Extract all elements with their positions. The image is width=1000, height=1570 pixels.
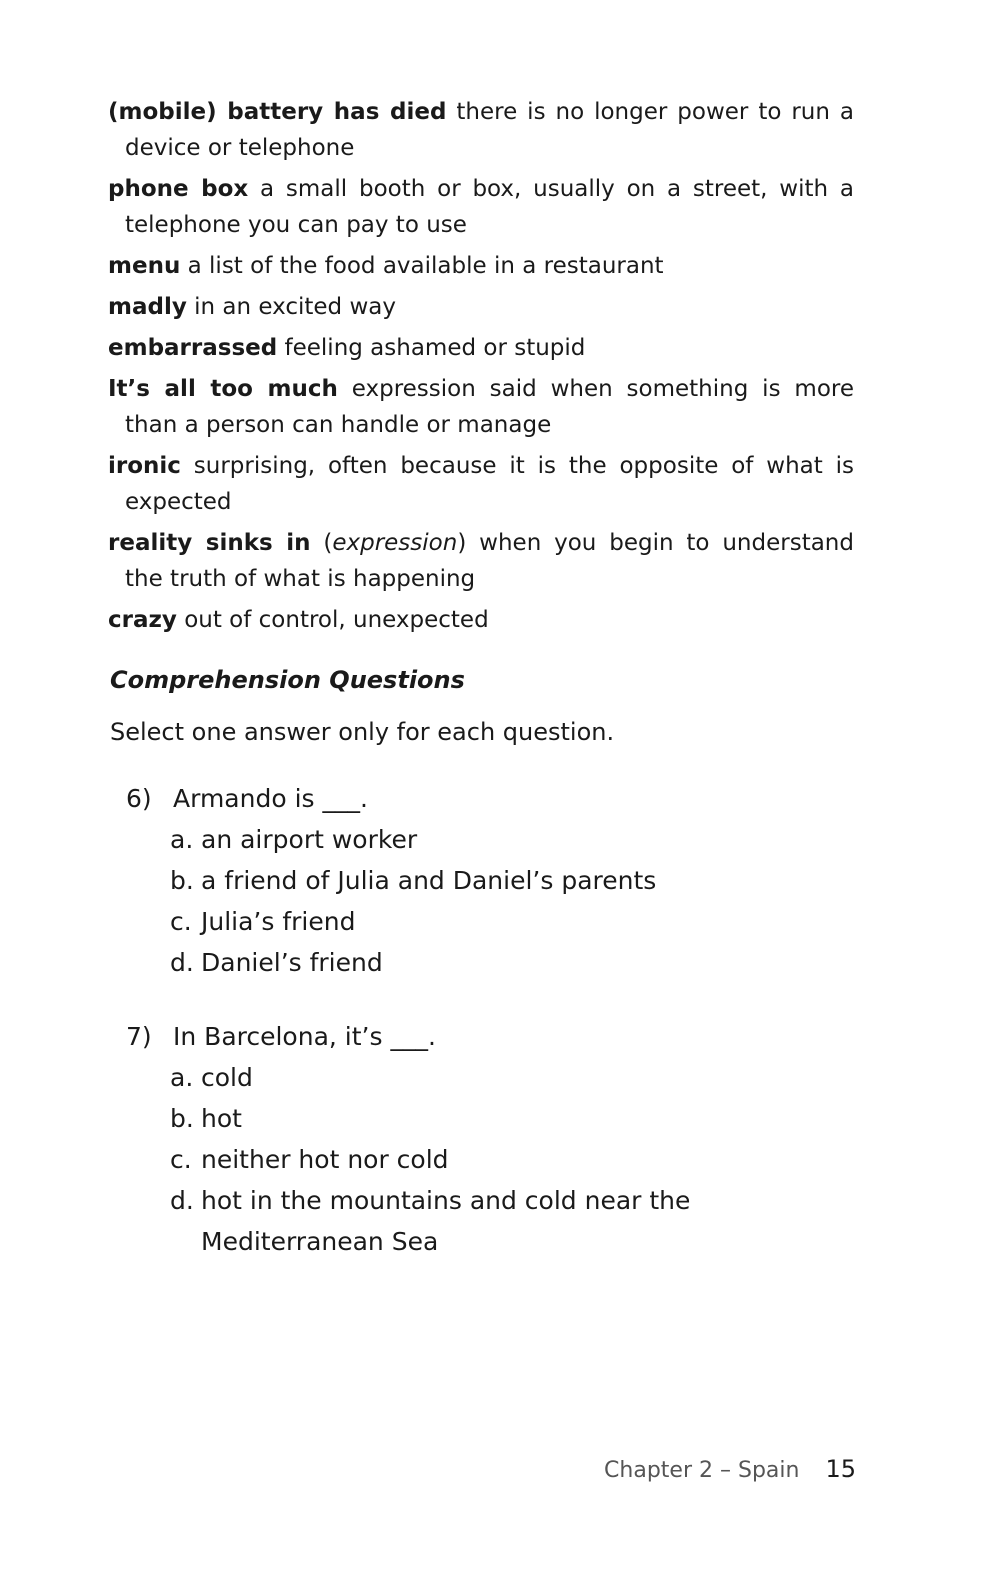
question-6 bbox=[126, 778, 866, 983]
option-text: cold bbox=[201, 1063, 253, 1092]
glossary-definition: there is no longer power to run a device or telephone bbox=[125, 99, 854, 161]
glossary-term: embarrassed bbox=[108, 335, 278, 361]
glossary-entry bbox=[108, 94, 854, 166]
glossary-definition: a small booth or box, usually on a street, with a telephone you can pay to use bbox=[125, 176, 854, 238]
page-footer bbox=[604, 1455, 856, 1483]
question-text: Armando is ___. bbox=[173, 784, 368, 813]
answer-option[interactable] bbox=[170, 1180, 866, 1262]
answer-options bbox=[126, 819, 866, 983]
option-text: Julia’s friend bbox=[201, 907, 356, 936]
glossary-definition: in an excited way bbox=[186, 294, 396, 320]
option-text: an airport worker bbox=[201, 825, 418, 854]
glossary-entry bbox=[108, 602, 854, 638]
option-text: neither hot nor cold bbox=[201, 1145, 449, 1174]
option-text: hot in the mountains and cold near the Mediterranean Sea bbox=[201, 1186, 691, 1256]
glossary-entry bbox=[108, 171, 854, 243]
glossary-term: It’s all too much bbox=[108, 376, 338, 402]
question-stem bbox=[126, 778, 866, 819]
option-letter: b. bbox=[170, 1104, 194, 1133]
glossary-term: (mobile) battery has died bbox=[108, 99, 447, 125]
answer-option[interactable] bbox=[170, 1098, 866, 1139]
glossary-entry bbox=[108, 289, 854, 325]
glossary-entry bbox=[108, 525, 854, 597]
glossary-entry bbox=[108, 448, 854, 520]
glossary-term: crazy bbox=[108, 607, 177, 633]
definition-text: ) when you begin to understand the truth of what is happening bbox=[125, 530, 854, 592]
option-letter: d. bbox=[170, 948, 194, 977]
glossary-entry bbox=[108, 330, 854, 366]
answer-option[interactable] bbox=[170, 860, 866, 901]
question-text: In Barcelona, it’s ___. bbox=[173, 1022, 436, 1051]
glossary-definition: out of control, unexpected bbox=[176, 607, 489, 633]
option-letter: c. bbox=[170, 907, 192, 936]
answer-option[interactable] bbox=[170, 1139, 866, 1180]
option-letter: a. bbox=[170, 825, 194, 854]
chapter-label: Chapter 2 – Spain bbox=[604, 1458, 800, 1483]
answer-option[interactable] bbox=[170, 942, 866, 983]
glossary-entry bbox=[108, 248, 854, 284]
glossary-definition: feeling ashamed or stupid bbox=[277, 335, 586, 361]
option-text: a friend of Julia and Daniel’s parents bbox=[201, 866, 657, 895]
question-stem bbox=[126, 1016, 866, 1057]
section-title: Comprehension Questions bbox=[110, 666, 465, 694]
option-letter: a. bbox=[170, 1063, 194, 1092]
option-letter: c. bbox=[170, 1145, 192, 1174]
glossary-entry bbox=[108, 371, 854, 443]
glossary-definition: a list of the food available in a restaurant bbox=[180, 253, 664, 279]
answer-options bbox=[126, 1057, 866, 1262]
answer-option[interactable] bbox=[170, 1057, 866, 1098]
question-number: 7) bbox=[126, 1022, 152, 1051]
glossary-definition: expression said when something is more than a person can handle or manage bbox=[125, 376, 854, 438]
glossary-term: ironic bbox=[108, 453, 181, 479]
definition-text: ( bbox=[310, 530, 333, 556]
glossary-term: madly bbox=[108, 294, 187, 320]
definition-italic: expression bbox=[332, 530, 458, 556]
glossary-term: phone box bbox=[108, 176, 249, 202]
answer-option[interactable] bbox=[170, 819, 866, 860]
glossary bbox=[108, 94, 854, 643]
page-number: 15 bbox=[825, 1455, 856, 1483]
question-number: 6) bbox=[126, 784, 152, 813]
option-letter: b. bbox=[170, 866, 194, 895]
option-text: hot bbox=[201, 1104, 242, 1133]
glossary-definition: surprising, often because it is the opposite of what is expected bbox=[125, 453, 854, 515]
question-7 bbox=[126, 1016, 866, 1262]
option-text: Daniel’s friend bbox=[201, 948, 383, 977]
option-letter: d. bbox=[170, 1186, 194, 1215]
answer-option[interactable] bbox=[170, 901, 866, 942]
glossary-term: reality sinks in bbox=[108, 530, 311, 556]
glossary-term: menu bbox=[108, 253, 181, 279]
instructions: Select one answer only for each question. bbox=[110, 718, 615, 746]
